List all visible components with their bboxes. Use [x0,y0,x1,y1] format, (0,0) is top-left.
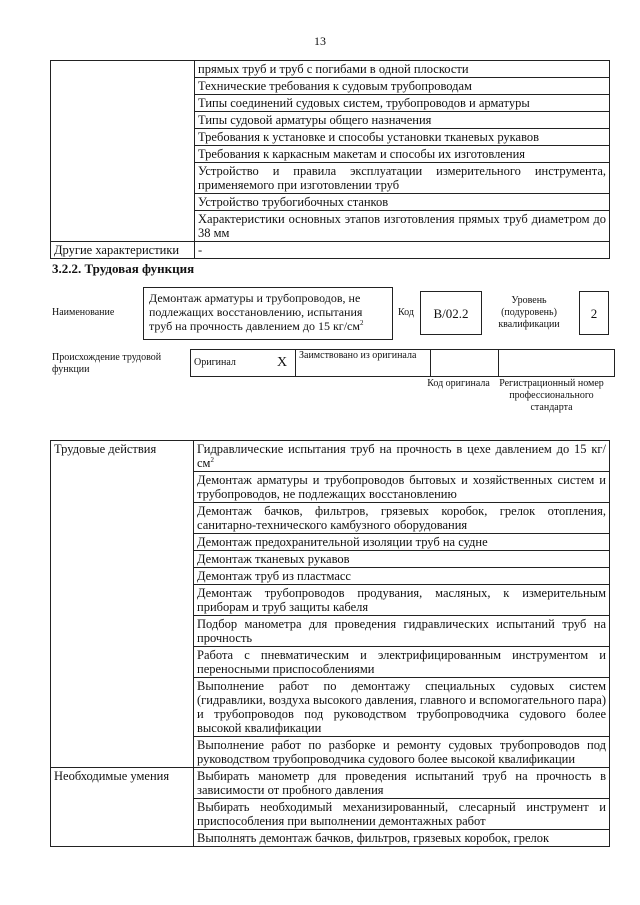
reg-number-cell [499,350,615,377]
reg-number-label: Регистрационный номер профессионального стандарта [499,378,604,413]
page-number: 13 [314,34,326,48]
original-cell [191,350,270,377]
other-characteristics-value: - [195,242,610,259]
labor-action-item: Подбор манометра для проведения гидравлических испытаний труб на прочность [194,616,610,647]
knowledge-item: Требования к установке и способы установки тканевых рукавов [195,129,610,146]
labor-action-item: Демонтаж предохранительной изоляции труб на судне [194,534,610,551]
knowledge-item: Технические требования к судовым трубопроводам [195,78,610,95]
name-label: Наименование [52,307,115,318]
knowledge-item: Типы судовой арматуры общего назначения [195,112,610,129]
other-characteristics-label: Другие характеристики [51,242,195,259]
labor-action-item: Работа с пневматическим и электрифицированным инструментом и переносными приспособлениями [194,647,610,678]
labor-action-item: Демонтаж трубопроводов продувания, масляных, к измерительным приборам и труб защиты кабеля [194,585,610,616]
code-box: B/02.2 [420,291,482,335]
labor-action-item: Демонтаж труб из пластмасс [194,568,610,585]
table-row [51,441,610,472]
labor-action-item: Демонтаж бачков, фильтров, грязевых коробок, грелок отопления, санитарно-технического камбузного оборудования [194,503,610,534]
knowledge-item: Типы соединений судовых систем, трубопроводов и арматуры [195,95,610,112]
labor-action-item [194,441,610,472]
labor-action-item: Выполнение работ по разборке и ремонту судовых трубопроводов под руководством трубопроводчика судового более высокой квалификации [194,737,610,768]
labor-actions-label: Трудовые действия [51,441,194,768]
code-original-label: Код оригинала [427,378,490,389]
labor-function-table [50,440,610,847]
borrowed-label: Заимствовано из оригинала [299,350,417,361]
knowledge-table [50,60,610,259]
labor-action-item: Демонтаж арматуры и трубопроводов бытовых и хозяйственных систем и трубопроводов, не подлежащих восстановлению [194,472,610,503]
labor-action-item: Демонтаж тканевых рукавов [194,551,610,568]
labor-action-text: Гидравлические испытания труб на прочность в цехе давлением до 15 кг/см [197,442,606,470]
knowledge-label-cell [51,61,195,242]
function-name-sup: 2 [359,319,364,327]
code-original-cell [431,350,499,377]
level-label: Уровень (подуровень) квалификации [498,295,560,330]
skill-item: Выбирать необходимый механизированный, слесарный инструмент и приспособления при выполнении демонтажных работ [194,799,610,830]
code-label: Код [398,307,414,318]
original-label: Оригинал [194,357,236,368]
table-row [51,768,610,799]
function-name-text: Демонтаж арматуры и трубопроводов, не подлежащих восстановлению, испытания труб на прочность давлением до 15 кг/см [149,291,363,333]
table-row [51,61,610,78]
labor-action-item: Выполнение работ по демонтажу специальных судовых систем (гидравлики, воздуха высокого давления, главного и вспомогательного пара) и трубопроводов под руководством трубопроводчика судового более высокой квалификации [194,678,610,737]
section-heading: 3.2.2. Трудовая функция [52,261,195,276]
origin-label: Происхождение трудовой функции [52,352,162,375]
skill-item: Выбирать манометр для проведения испытаний труб на прочность в зависимости от пробного давления [194,768,610,799]
knowledge-item: Устройство и правила эксплуатации измерительного инструмента, применяемого при изготовлении труб [195,163,610,194]
level-box: 2 [579,291,609,335]
knowledge-item: прямых труб и труб с погибами в одной плоскости [195,61,610,78]
skills-label: Необходимые умения [51,768,194,847]
origin-table [190,349,615,377]
labor-action-sup: 2 [210,455,214,464]
original-mark: X [269,350,296,377]
knowledge-item: Характеристики основных этапов изготовления прямых труб диаметром до 38 мм [195,211,610,242]
function-name-box [143,287,393,340]
table-row [51,242,610,259]
skill-item: Выполнять демонтаж бачков, фильтров, грязевых коробок, грелок [194,830,610,847]
knowledge-item: Устройство трубогибочных станков [195,194,610,211]
borrowed-cell [296,350,431,377]
knowledge-item: Требования к каркасным макетам и способы их изготовления [195,146,610,163]
